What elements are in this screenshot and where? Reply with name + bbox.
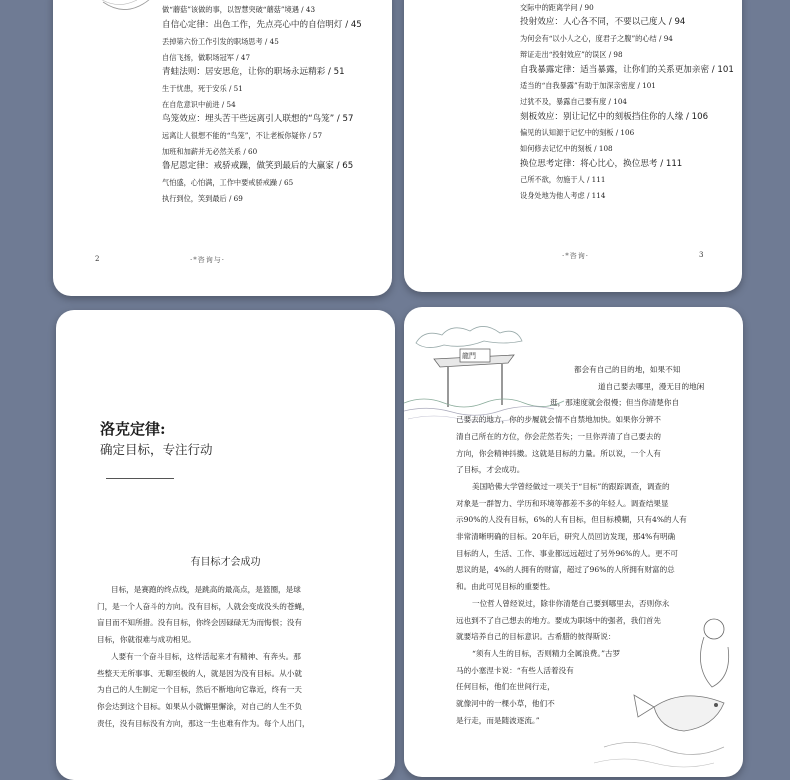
text-line: 美国哈佛大学曾经做过一项关于“目标”的跟踪调查，调查的 [472, 481, 670, 491]
toc-entry: 辩证走出“投射效应”的误区 / 98 [520, 49, 623, 59]
toc-entry: 设身处地为他人考虑 / 114 [520, 191, 606, 201]
toc-entry: 生于忧患，死于安乐 / 51 [162, 83, 243, 93]
text-line: 你会达到这个目标。如果从小就懈里懈涂，对自己的人生不负 [97, 701, 303, 711]
toc-entry: 丢掉第六份工作引发的职场思考 / 45 [162, 36, 279, 46]
toc-entry: 鲁尼恩定律：戒骄戒躁，做笑到最后的大赢家 / 65 [162, 161, 354, 172]
toc-entry: 刻板效应：别让记忆中的刻板挡住你的人缘 / 106 [520, 111, 709, 122]
chapter-opening-page [56, 310, 395, 780]
toc-entry: 鸟笼效应：埋头苦干些远离引人联想的“鸟笼” / 57 [162, 114, 354, 125]
text-line: 清自己所在的方位，你会茫然若失；一旦你弄清了自己要去的 [456, 431, 662, 441]
toc-entry: 自信心定律：出色工作，先点亮心中的自信明灯 / 45 [162, 20, 362, 31]
text-line: 人要有一个奋斗目标，这样活起来才有精神、有奔头。那 [111, 651, 301, 661]
toc-entry: 自我暴露定律：适当暴露，让你们的关系更加亲密 / 101 [520, 64, 734, 75]
toc-page-left [53, 0, 392, 296]
toc-page-right [404, 0, 742, 292]
text-line: 己要去的地方，你的步履就会情不自禁地加快。如果你分辨不 [456, 415, 662, 425]
section-title: 有目标才会成功 [190, 557, 261, 568]
toc-entry: 己所不欲，勿施于人 / 111 [520, 175, 606, 185]
text-line: 门，是一个人奋斗的方向。没有目标，人就会变成没头的苍蝇， [97, 601, 310, 611]
text-line: 目标，是赛跑的终点线，是跳高的最高点，是篮圈，是球 [111, 585, 301, 594]
toc-entry: 加班和加薪并无必然关系 / 60 [162, 146, 258, 156]
toc-entry: 青蛙法则：居安思危，让你的职场永远精彩 / 51 [162, 67, 345, 78]
gate-label: 龍門 [462, 352, 476, 360]
text-line: 盲目而不知所措。没有目标，你终会因碌碌无为而悔恨；没有 [97, 618, 303, 628]
text-line: 一位哲人曾经说过，除非你清楚自己要到哪里去，否则你永 [472, 598, 670, 608]
text-line: 就要培养自己的目标意识。古希腊的彼得斯说： [456, 632, 616, 642]
text-line: 对象是一群智力、学历和环境等都差不多的年轻人。调查结果显 [456, 498, 669, 508]
toc-entry: 偏见的认知源于记忆中的刻板 / 106 [520, 128, 635, 138]
toc-entry: 远离让人很想不能的“鸟笼”，不让老板你疑你 / 57 [162, 131, 323, 141]
toc-entry: 适当的“自我暴露”有助于加深亲密度 / 101 [520, 81, 656, 91]
body-text [97, 582, 347, 732]
text-line: 示90%的人没有目标，6%的人有目标，但目标模糊，只有4%的人有 [456, 515, 687, 525]
toc-entry: 在自危意识中前进 / 54 [162, 99, 236, 109]
toc-entry: 投射效应：人心各不同，不要以己度人 / 94 [520, 17, 686, 28]
wave-ornament [93, 0, 173, 20]
text-line: 责任，没有目标没有方向，那这一生也难有作为。每个人出门， [97, 718, 310, 728]
toc-entry: 为何会有“以小人之心，度君子之腹”的心结 / 94 [520, 34, 673, 44]
page-number: 3 [699, 251, 704, 259]
text-line: 和。由此可见目标的重要性。 [456, 582, 555, 592]
footer-ornament: ·*咨询· [562, 252, 589, 260]
text-line: 马的小塞涅卡说：“有些人活着没有 [456, 665, 574, 675]
text-line: 道自己要去哪里，漫无目的地闲 [598, 381, 705, 391]
body-text [404, 362, 743, 729]
toc-entry: 自信飞扬，做职场冠军 / 47 [162, 52, 251, 62]
text-line: 远也到不了自己想去的地方。要成为职场中的强者，我们首先 [456, 615, 662, 625]
text-line: 目标，你就很难与成功相见。 [97, 635, 196, 645]
text-line: 非常清晰明确的目标。20年后，研究人员回访发现，那4%有明确 [456, 532, 676, 542]
table-of-contents [162, 0, 392, 207]
divider [106, 478, 174, 479]
text-line: 逛，那速度就会很慢；但当你清楚你自 [550, 398, 680, 408]
table-of-contents [520, 0, 742, 204]
toc-entry: 交际中的距离学问 / 90 [520, 2, 594, 12]
text-line: 为自己的人生制定一个目标，然后不断地向它靠近，终有一天 [97, 685, 303, 695]
toc-entry: 换位思考定律：将心比心，换位思考 / 111 [520, 158, 683, 169]
text-line: 了目标，才会成功。 [456, 465, 525, 475]
toc-entry: 做“蘑菇”该做的事，以智慧突破“蘑菇”境遇 / 43 [162, 5, 316, 15]
text-line: “须有人生的目标，否则精力全属浪费。”古罗 [472, 648, 621, 658]
footer-ornament: ·*咨询与· [190, 256, 225, 264]
text-line: 是行走，而是随波逐流。” [456, 715, 540, 725]
chapter-title: 洛克定律: [100, 420, 166, 438]
text-line: 方向，你会精神抖擞。这就是目标的力量。所以说，一个人有 [456, 448, 662, 458]
toc-entry: 如何修去记忆中的刻板 / 108 [520, 144, 613, 154]
toc-entry: 执行到位，笑到最后 / 69 [162, 193, 243, 203]
chapter-subtitle: 确定目标，专注行动 [100, 442, 213, 457]
toc-entry: 气怕盛，心怕满，工作中要戒骄戒躁 / 65 [162, 178, 294, 188]
text-line: 就像河中的一棵小草，他们不 [456, 699, 555, 709]
text-line: 都会有自己的目的地，如果不知 [574, 365, 681, 374]
text-line: 思议的是，4%的人拥有的财富，超过了96%的人所拥有财富的总 [456, 565, 675, 575]
page-number: 2 [95, 255, 100, 263]
toc-entry: 过犹不及，暴露自己要有度 / 104 [520, 96, 627, 106]
text-line: 任何目标，他们在世间行走， [456, 682, 555, 692]
text-line: 目标的人，生活、工作、事业都远远超过了另外96%的人。更不可 [456, 548, 678, 558]
text-line: 些整天无所事事、无聊至极的人，就是因为没有目标。从小就 [97, 668, 303, 678]
illustrated-text-page [404, 307, 743, 777]
